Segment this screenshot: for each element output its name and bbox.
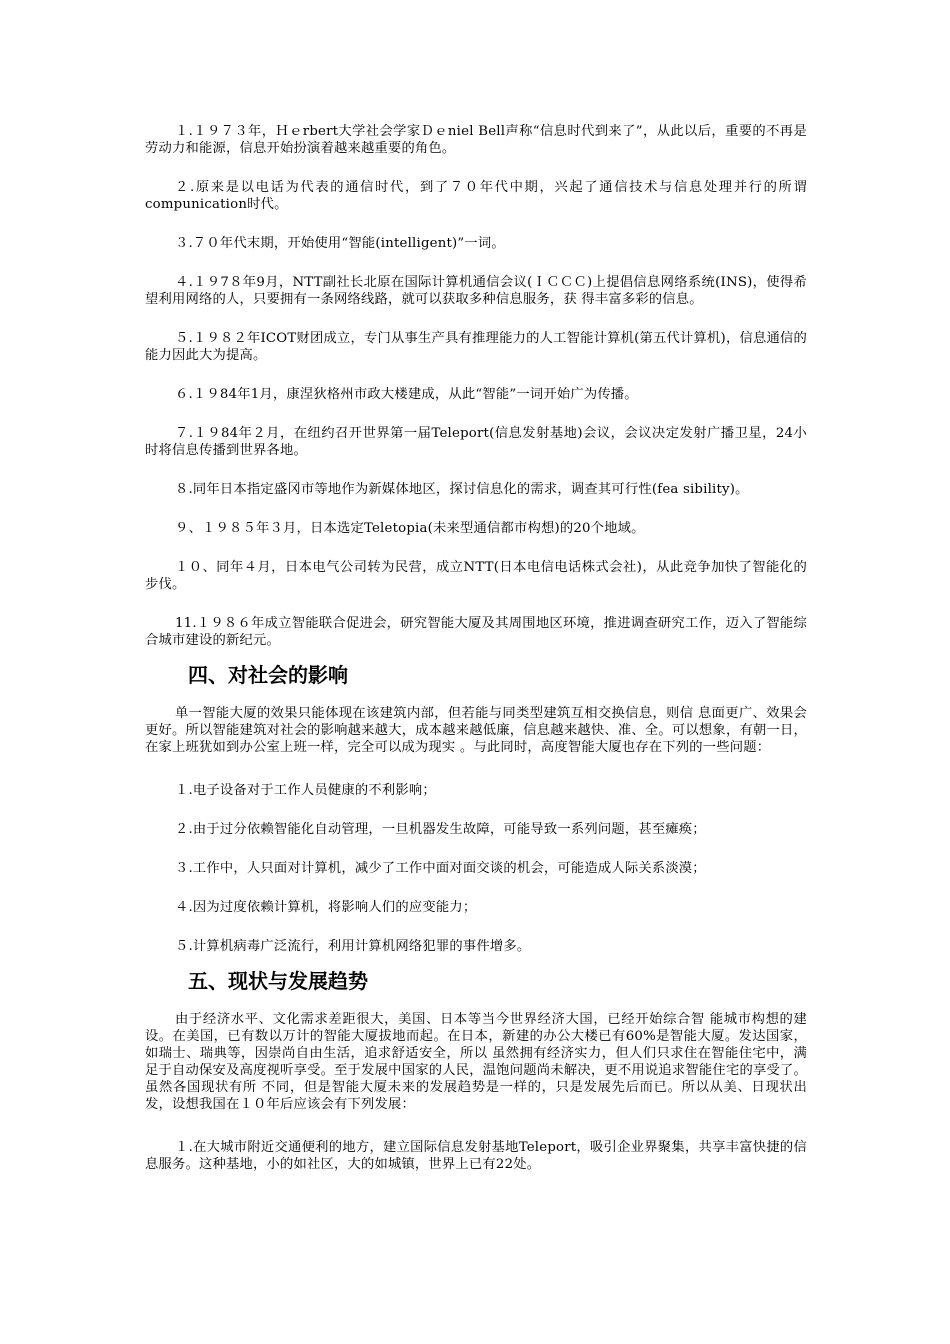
section-5-item-1: １.在大城市附近交通便利的地方，建立国际信息发射基地Teleport，吸引企业界聚集，共享丰富快捷的信息服务。这种基地，小的如社区，大的如城镇，世界上已有22处。 (145, 1140, 807, 1172)
history-item-10: １０、同年４月，日本电气公司转为民营，成立NTT(日本电信电话株式会社)，从此竞争加快了智能化的步伐。 (145, 560, 807, 592)
history-item-11: 11.１９８６年成立智能联合促进会，研究智能大厦及其周围地区环境，推进调查研究工作，迈入了智能综合城市建设的新纪元。 (145, 616, 807, 648)
history-item-2: ２.原来是以电话为代表的通信时代，到了７０年代中期，兴起了通信技术与信息处理并行的所谓compunication时代。 (145, 180, 807, 212)
history-item-3: ３.７０年代末期，开始使用“智能(intelligent)”一词。 (175, 236, 505, 251)
section-4-item-2: ２.由于过分依赖智能化自动管理，一旦机器发生故障，可能导致一系列问题，甚至瘫痪； (175, 822, 706, 837)
history-item-8: ８.同年日本指定盛冈市等地作为新媒体地区，探讨信息化的需求，调查其可行性(fea sibility)。 (175, 482, 749, 497)
section-5-intro: 由于经济水平、文化需求差距很大，美国、日本等当今世界经济大国，已经开始综合智 能城市构想的建设。在美国，已有数以万计的智能大厦拔地而起。在日本，新建的办公大楼已有60%是智能大厦。发达国家，如瑞士、瑞典等，因崇尚自由生活，追求舒适安全，所以 虽然拥有经济实力，但人们只求住在智能住宅中，满足于自动保安及高度视听享受。至于发展中国家的人民，温饱问题尚未解决，更不用说追求智能住宅的享受了。虽然各国现状有所 不同，但是智能大厦未来的发展趋势是一样的，只是发展先后而已。所以从美、日现状出发，设想我国在１０年后应该会有下列发展： (145, 1012, 807, 1112)
section-4-item-1: １.电子设备对于工作人员健康的不利影响； (175, 783, 436, 798)
history-item-4: ４.１９7８年9月，NTT副社长北原在国际计算机通信会议(ＩＣＣＣ)上提倡信息网络系统(INS)，使得希望利用网络的人，只要拥有一条网络线路，就可以获取多种信息服务，获 得丰富多彩的信息。 (145, 275, 807, 307)
section-4-item-4: ４.因为过度依赖计算机，将影响人们的应变能力； (175, 900, 477, 915)
history-item-1: １.１９７３年，Ｈｅrbert大学社会学家Ｄｅniel Bell声称“信息时代到来了”，从此以后，重要的不再是劳动力和能源，信息开始扮演着越来越重要的角色。 (145, 124, 807, 156)
history-item-7: ７.１９84年２月，在纽约召开世界第一届Teleport(信息发射基地)会议，会议决定发射广播卫星，24小时将信息传播到世界各地。 (145, 426, 807, 458)
history-item-6: ６.１９84年1月，康涅狄格州市政大楼建成，从此“智能”一词开始广为传播。 (175, 387, 638, 402)
document-page (145, 123, 807, 1195)
history-item-5: ５.１９８２年ICOT财团成立，专门从事生产具有推理能力的人工智能计算机(第五代计算机)，信息通信的能力因此大为提高。 (145, 331, 807, 363)
section-4-item-3: ３.工作中，人只面对计算机，减少了工作中面对面交谈的机会，可能造成人际关系淡漠； (175, 861, 706, 876)
section-4-intro: 单一智能大厦的效果只能体现在该建筑内部，但若能与同类型建筑互相交换信息，则信 息面更广、效果会更好。所以智能建筑对社会的影响越来越大，成本越来越低廉，信息越来越快、准、全。可以想象，有朝一日，在家上班犹如到办公室上班一样，完全可以成为现实 。与此同时，高度智能大厦也存在下列的一些问题： (145, 706, 807, 755)
section-4-item-5: ５.计算机病毒广泛流行，利用计算机网络犯罪的事件增多。 (175, 939, 531, 954)
section-4-heading: 四、对社会的影响 (188, 663, 348, 687)
history-item-9: ９、１９８５年３月，日本选定Teletopia(未来型通信都市构想)的20个地域。 (175, 521, 645, 536)
section-5-heading: 五、现状与发展趋势 (188, 969, 368, 993)
